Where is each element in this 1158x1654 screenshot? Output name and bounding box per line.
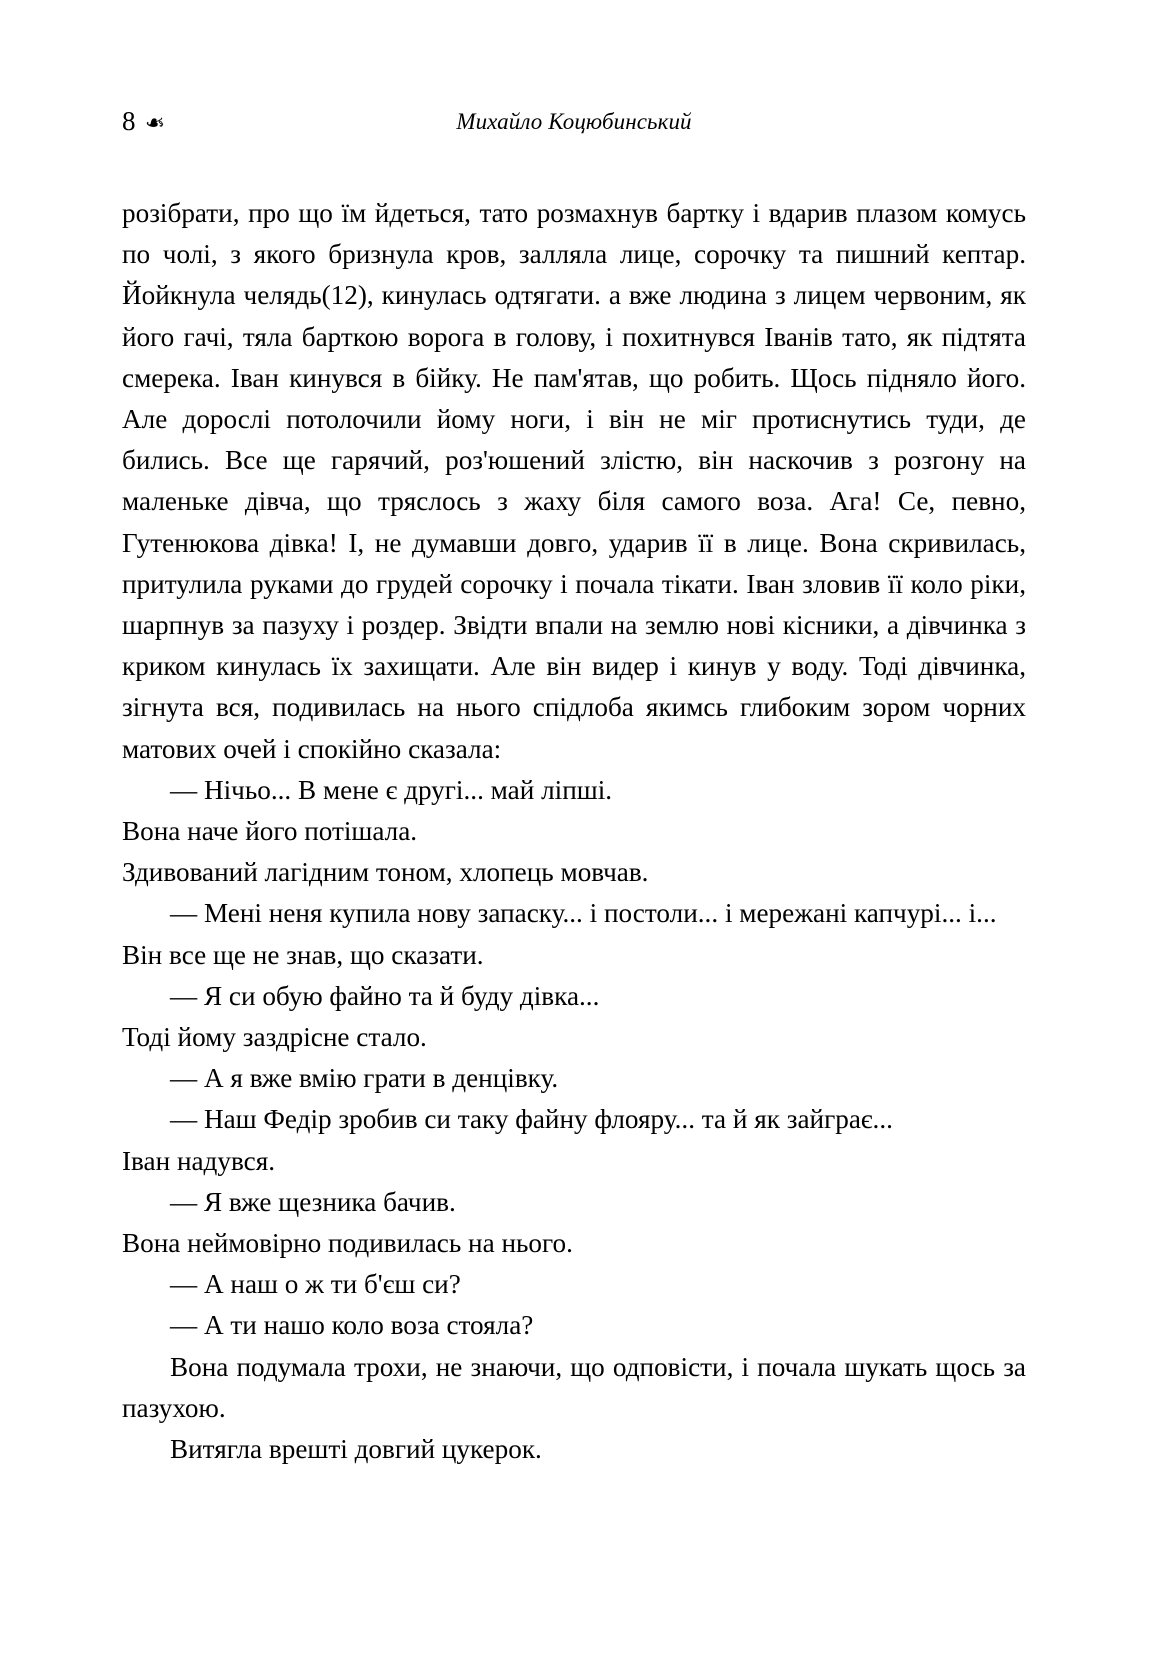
paragraph: — Мені неня купила нову запаску... і постоли... і мережані капчурі... і... bbox=[170, 898, 997, 929]
paragraph: — Я вже щезника бачив. bbox=[170, 1186, 456, 1217]
paragraph: Іван надувся. bbox=[122, 1145, 276, 1176]
running-head-title: Михайло Коцюбинський bbox=[456, 109, 692, 134]
paragraph: Вона наче його потішала. bbox=[122, 816, 418, 847]
paragraph: — А я вже вмію грати в денцівку. bbox=[170, 1063, 559, 1094]
page-number: 8 bbox=[122, 106, 136, 136]
paragraph: — Я си обую файно та й буду дівка... bbox=[170, 980, 600, 1011]
fleuron-ornament-icon: ❧ bbox=[144, 108, 165, 137]
body-text-block bbox=[122, 193, 1026, 1470]
paragraph: Вона неймовірно подивилась на нього. bbox=[122, 1228, 573, 1259]
paragraph: — А ти нашо коло воза стояла? bbox=[170, 1310, 534, 1341]
paragraph: — А наш о ж ти б'єш си? bbox=[170, 1269, 461, 1300]
paragraph: — Нічьо... В мене є другі... май ліпші. bbox=[170, 774, 613, 805]
paragraph: Він все ще не знав, що сказати. bbox=[122, 939, 484, 970]
paragraph: Вона подумала трохи, не знаючи, що одповісти, і почала шукать щось за пазухою. bbox=[122, 1351, 1026, 1423]
paragraph: Витягла врешті довгий цукерок. bbox=[170, 1434, 542, 1465]
paragraph: Тоді йому заздрісне стало. bbox=[122, 1022, 427, 1053]
paragraph: — Наш Федір зробив си таку файну флояру... та й як зайграє... bbox=[170, 1104, 893, 1135]
running-head bbox=[122, 108, 1026, 148]
paragraph: розібрати, про що їм йдеться, тато розмахнув бартку і вдарив плазом комусь по чолі, з якого бризнула кров, залляла лице, сорочку та пишний кептар. Йойкнула челядь(12), кинулась одтягати. а вже людина з лицем червоним, як його гачі, тяла барткою ворога в голову, і похитнувся Іванів тато, як підтята смерека. Іван кинувся в бійку. Не пам'ятав, що робить. Щось підняло його. Але дорослі потолочили йому ноги, і він не міг протиснутись туди, де бились. Все ще гарячий, роз'юшений злістю, він наскочив з розгону на маленьке дівча, що тряслось з жаху біля самого воза. Ага! Се, певно, Гутенюкова дівка! І, не думавши довго, ударив її в лице. Вона скривилась, притулила руками до грудей сорочку і почала тікати. Іван зловив її коло ріки, шарпнув за пазуху і роздер. Звідти впали на землю нові кісники, а дівчинка з криком кинулась їх захищати. Але він видер і кинув у воду. Тоді дівчинка, зігнута вся, подивилась на нього спідлоба якимсь глибоким зором чорних матових очей і спокійно сказала: bbox=[122, 198, 1026, 764]
paragraph: Здивований лагідним тоном, хлопець мовчав. bbox=[122, 857, 649, 888]
